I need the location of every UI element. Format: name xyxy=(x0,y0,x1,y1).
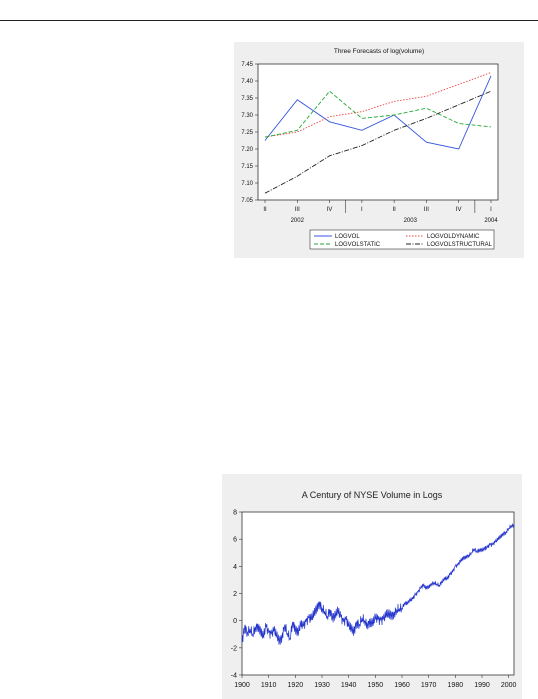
forecast-chart xyxy=(234,42,524,258)
y-tick-label: 4 xyxy=(233,563,237,571)
x-tick-label: II xyxy=(263,207,267,213)
legend-label: LOGVOLSTATIC xyxy=(335,242,381,248)
y-tick-label: 7.10 xyxy=(241,181,253,187)
y-tick-label: 7.15 xyxy=(241,164,253,170)
nyse-volume-chart xyxy=(222,474,522,699)
chart-title: Three Forecasts of log(volume) xyxy=(333,48,425,55)
y-tick-label: 7.40 xyxy=(241,79,253,85)
y-tick-label: 8 xyxy=(233,509,237,517)
y-tick-label: 7.20 xyxy=(241,147,253,153)
x-tick-label: 1920 xyxy=(287,682,304,689)
x-tick-label: III xyxy=(423,207,429,213)
x-tick-label: 1980 xyxy=(447,682,464,689)
y-tick-label: 7.45 xyxy=(241,62,253,68)
x-tick-label: I xyxy=(361,207,363,213)
x-tick-label: II xyxy=(392,207,396,213)
x-tick-label: 1990 xyxy=(474,682,490,689)
y-tick-label: 0 xyxy=(233,618,237,626)
x-tick-label: 1970 xyxy=(420,682,437,689)
page-header-rule xyxy=(0,20,538,21)
y-tick-label: 7.05 xyxy=(241,198,253,204)
x-tick-label: 1910 xyxy=(260,682,277,689)
x-tick-label: I xyxy=(490,207,492,213)
year-label: 2002 xyxy=(290,218,304,224)
plot-area xyxy=(258,64,498,200)
year-label: 2003 xyxy=(403,218,417,224)
x-tick-label: 1960 xyxy=(394,682,410,689)
y-tick-label: 6 xyxy=(233,536,237,544)
x-tick-label: 2000 xyxy=(500,682,517,689)
y-tick-label: 7.30 xyxy=(241,113,253,119)
y-tick-label: 2 xyxy=(233,591,237,598)
y-tick-label: 7.35 xyxy=(241,96,253,102)
year-label: 2004 xyxy=(484,218,498,224)
x-tick-label: 1900 xyxy=(234,682,250,689)
x-tick-label: IV xyxy=(455,207,462,213)
x-tick-label: 1950 xyxy=(367,682,384,689)
x-tick-label: IV xyxy=(326,207,333,213)
legend-label: LOGVOLDYNAMIC xyxy=(427,234,480,240)
chart-title: A Century of NYSE Volume in Logs xyxy=(301,490,443,500)
y-tick-label: 7.25 xyxy=(241,130,253,136)
x-tick-label: 1930 xyxy=(314,682,330,689)
x-tick-label: 1940 xyxy=(340,682,357,689)
y-tick-label: -4 xyxy=(230,672,237,680)
nyse-volume-chart-panel xyxy=(222,474,522,699)
forecast-chart-panel xyxy=(234,42,524,258)
plot-area xyxy=(242,512,514,675)
y-tick-label: -2 xyxy=(230,645,237,653)
legend-label: LOGVOLSTRUCTURAL xyxy=(427,242,493,248)
x-tick-label: III xyxy=(294,207,300,213)
legend-label: LOGVOL xyxy=(335,234,360,240)
